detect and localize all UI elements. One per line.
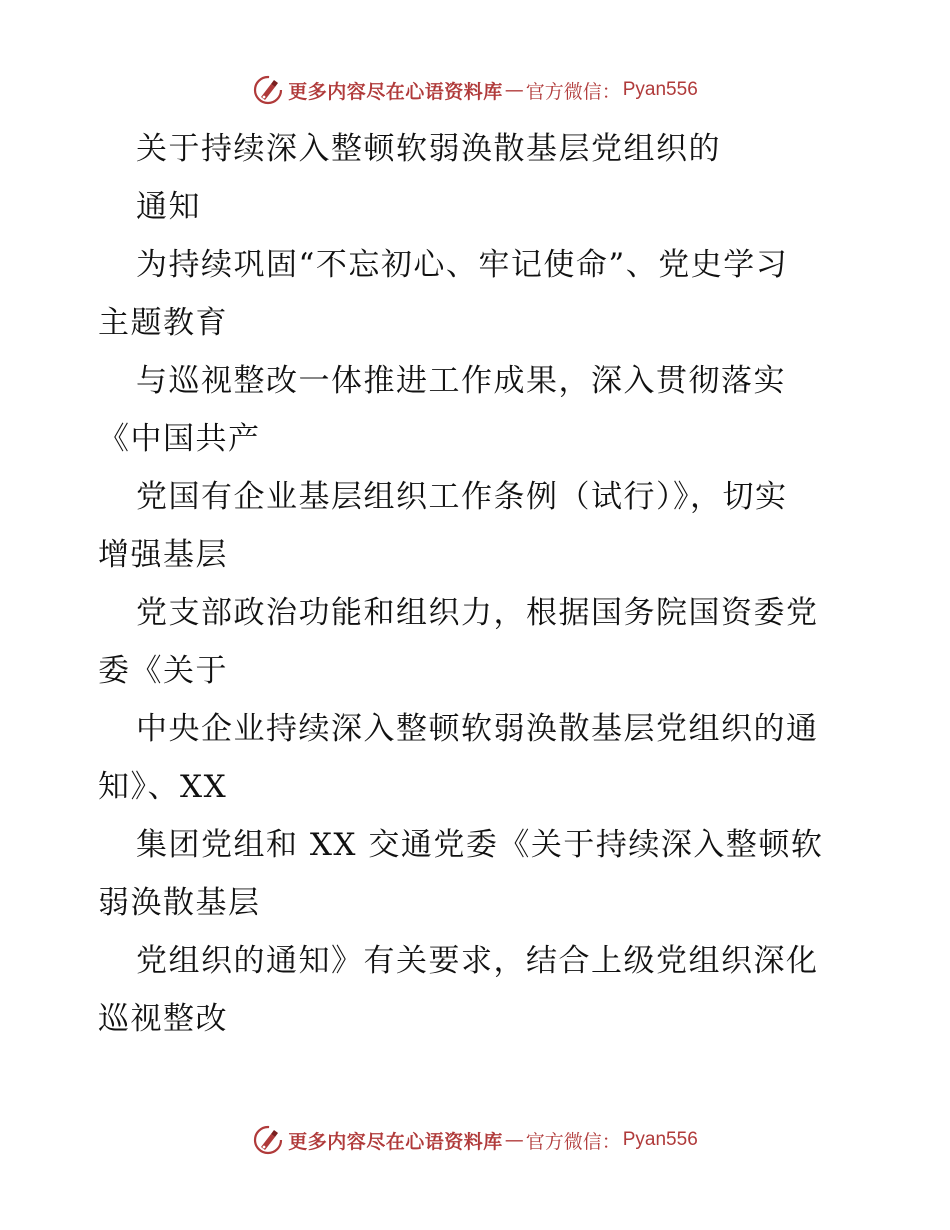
header-watermark: [0, 70, 950, 110]
paragraph-line: 巡视整改: [98, 1001, 228, 1037]
paragraph-line: 知》、XX: [98, 769, 228, 805]
watermark-dash: —: [504, 79, 524, 101]
title-line-2: 通知: [136, 189, 201, 225]
paragraph-line: 弱涣散基层: [98, 885, 261, 921]
watermark-wechat-label: 官方微信：: [525, 1130, 621, 1153]
paragraph-line: 集团党组和 XX 交通党委《关于持续深入整顿软: [136, 827, 824, 863]
watermark-dash: —: [504, 1129, 524, 1151]
paragraph-line: 党国有企业基层组织工作条例（试行）》，切实: [136, 479, 788, 515]
paragraph-line: 为持续巩固“不忘初心、牢记使命”、党史学习: [136, 247, 789, 283]
watermark-wechat-id: Pyan556: [622, 1129, 698, 1150]
paragraph-line: 党组织的通知》有关要求，结合上级党组织深化: [136, 943, 819, 979]
watermark-text: 更多内容尽在心语资料库: [288, 1130, 503, 1153]
watermark-wechat-label: 官方微信：: [525, 80, 621, 103]
watermark-wechat-id: Pyan556: [622, 79, 698, 100]
pen-nib-circle-icon: [252, 74, 284, 106]
paragraph-line: 党支部政治功能和组织力，根据国务院国资委党: [136, 595, 819, 631]
paragraph-line: 增强基层: [98, 537, 228, 573]
paragraph-line: 主题教育: [98, 305, 228, 341]
paragraph-line: 《中国共产: [98, 421, 261, 457]
watermark-text: 更多内容尽在心语资料库: [288, 80, 503, 103]
paragraph-line: 中央企业持续深入整顿软弱涣散基层党组织的通: [136, 711, 819, 747]
paragraph-line: 委《关于: [98, 653, 228, 689]
pen-nib-circle-icon: [252, 1124, 284, 1156]
title-line-1: 关于持续深入整顿软弱涣散基层党组织的: [136, 131, 721, 167]
paragraph-line: 与巡视整改一体推进工作成果，深入贯彻落实: [136, 363, 786, 399]
document-body: [98, 120, 858, 1048]
footer-watermark: [0, 1120, 950, 1160]
